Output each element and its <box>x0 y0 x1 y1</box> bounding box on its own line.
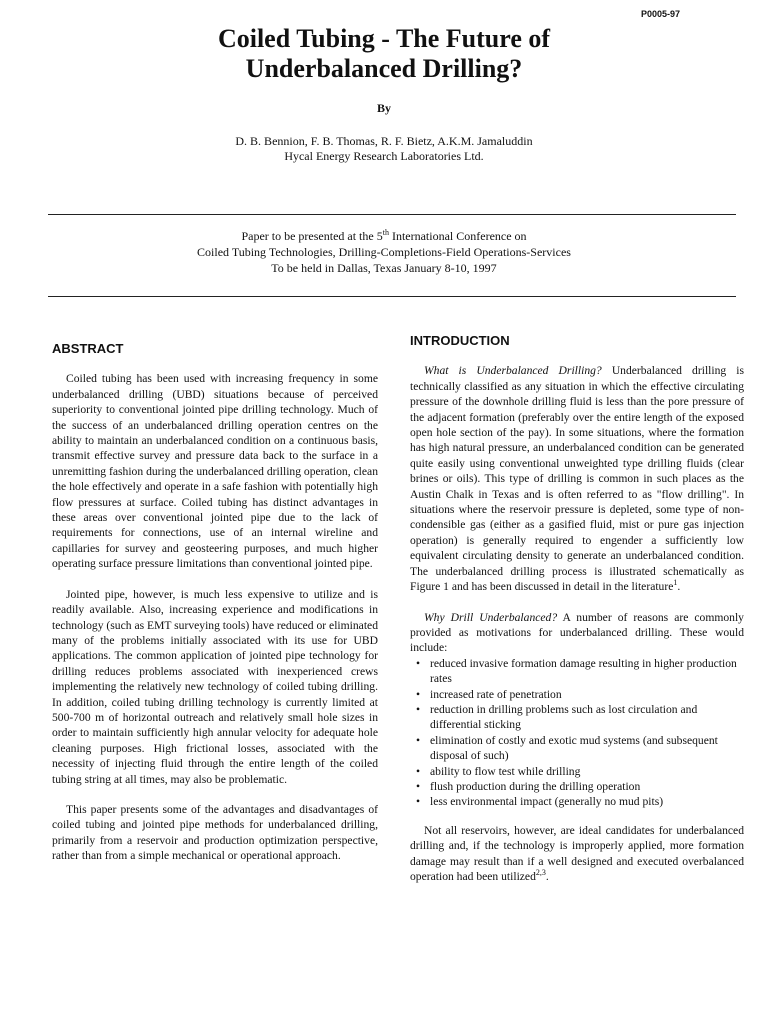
intro-lead-2: Why Drill Underbalanced? <box>424 610 558 624</box>
abstract-paragraph-3: This paper presents some of the advantages and disadvantages of coiled tubing and jointed pipe methods for underbalanced drilling, primarily from a reservoir and production optimization perspective, rather than from a simple mechanical or operational approach. <box>52 802 378 863</box>
intro-lead-1: What is Underbalanced Drilling? <box>424 364 602 378</box>
abstract-heading: ABSTRACT <box>52 341 124 356</box>
list-item: • flush production during the drilling operation <box>430 779 744 794</box>
citation-1: 1 <box>673 578 678 588</box>
abstract-paragraph-2: Jointed pipe, however, is much less expensive to utilize and is readily available. Also, increasing experience and modifications in technology (such as EMT surveying tools) have reduced or eliminated many of the problems initially associated with its use for UBD applications. The common application of jointed pipe technology for drilling reduces problems associated with inexperienced crews implementing the relatively new technology of coiled tubing drilling. In addition, coiled tubing drilling technology is currently limited at 500-700 m of horizontal outreach and relatively small hole sizes in order to maintain sufficiently high annular velocity for adequate hole cleaning purposes. High frictional losses, associated with the necessity of injecting fluid through the entire length of the coiled tubing string at all times, may also be problematic. <box>52 587 378 786</box>
document-code: P0005-97 <box>641 9 681 19</box>
list-item: • less environmental impact (generally no mud pits) <box>430 794 744 809</box>
author-block <box>0 134 768 164</box>
abstract-column <box>52 341 378 879</box>
intro-paragraph-3: Not all reservoirs, however, are ideal candidates for underbalanced drilling and, if the technology is improperly applied, more formation damage may result than if a well designed and executed overbalanced operation had been utilized$^{2,3}$. <box>410 823 744 883</box>
authors: D. B. Bennion, F. B. Thomas, R. F. Bietz, A.K.M. Jamaluddin <box>235 134 533 148</box>
list-item: • reduced invasive formation damage resulting in higher production rates <box>430 656 744 687</box>
conference-notice <box>0 228 768 276</box>
list-item: • ability to flow test while drilling <box>430 764 744 779</box>
title-line-1: Coiled Tubing - The Future of <box>217 24 551 53</box>
bottom-divider <box>48 296 736 297</box>
motivation-list <box>410 656 744 810</box>
conference-line-3: To be held in Dallas, Texas January 8-10, 1997 <box>271 261 497 275</box>
introduction-column <box>410 333 744 899</box>
list-item: • reduction in drilling problems such as lost circulation and differential sticking <box>430 702 744 733</box>
abstract-paragraph-1: Coiled tubing has been used with increasing frequency in some underbalanced drilling (UBD) situations because of perceived superiority to conventional jointed pipe drilling technology. Much of the success of an underbalanced drilling operation centres on the ability to maintain an underbalanced condition on a continuous basis, transmit effective survey and pressure data back to the surface in a unremitting fashion during the underbalanced drilling operation, clean the hole effectively and operate in a safe fashion with potentially high flow pressures at surface. Coiled tubing has distinct advantages in these areas over conventional jointed pipe due to the lack of requirements for connections, use of an internal wireline and capillaries for survey and geosteering purposes, and much higher operating surface pressure limitations than conventional jointed pipe. <box>52 372 378 571</box>
affiliation: Hycal Energy Research Laboratories Ltd. <box>284 149 484 163</box>
citation-2-3: 2,3 <box>535 868 546 878</box>
introduction-heading: INTRODUCTION <box>410 333 510 348</box>
list-item: • elimination of costly and exotic mud systems (and subsequent disposal of such) <box>430 733 744 764</box>
top-divider <box>48 214 736 215</box>
conference-line-1: Paper to be presented at the 5th International Conference on <box>241 228 527 243</box>
paper-title <box>0 24 768 84</box>
conference-line-2: Coiled Tubing Technologies, Drilling-Completions-Field Operations-Services <box>197 245 571 259</box>
list-item: • increased rate of penetration <box>430 687 744 702</box>
intro-paragraph-1: What is Underbalanced Drilling? Underbalanced drilling is technically classified as any situation in which the effective circulating pressure of the downhole drilling fluid is less than the pore pressure of the adjacent formation (preferably over the entire length of the exposed open hole section of the pay). In some situations, where the formation has high natural pressure, an underbalanced condition can be generated quite easily using conventional unweighted type drilling fluids (clear brines or oils). This type of drilling is common in such places as the Austin Chalk in Texas and is often referred to as "flow drilling". In situations where the reservoir pressure is depleted, some type of non-condensible gas (either as a gasified fluid, mist or pure gas injection operation) is generally required to engender a sufficiently low equivalent circulating density to generate an underbalanced condition. The underbalanced drilling process is illustrated schematically as Figure 1 and has been discussed in detail in the literature$^1$. <box>410 364 745 594</box>
intro-paragraph-2: Why Drill Underbalanced? A number of reasons are commonly provided as motivations for underbalanced drilling. These would include: <box>410 610 744 655</box>
by-label: By <box>376 101 391 115</box>
title-line-2: Underbalanced Drilling? <box>245 54 523 83</box>
